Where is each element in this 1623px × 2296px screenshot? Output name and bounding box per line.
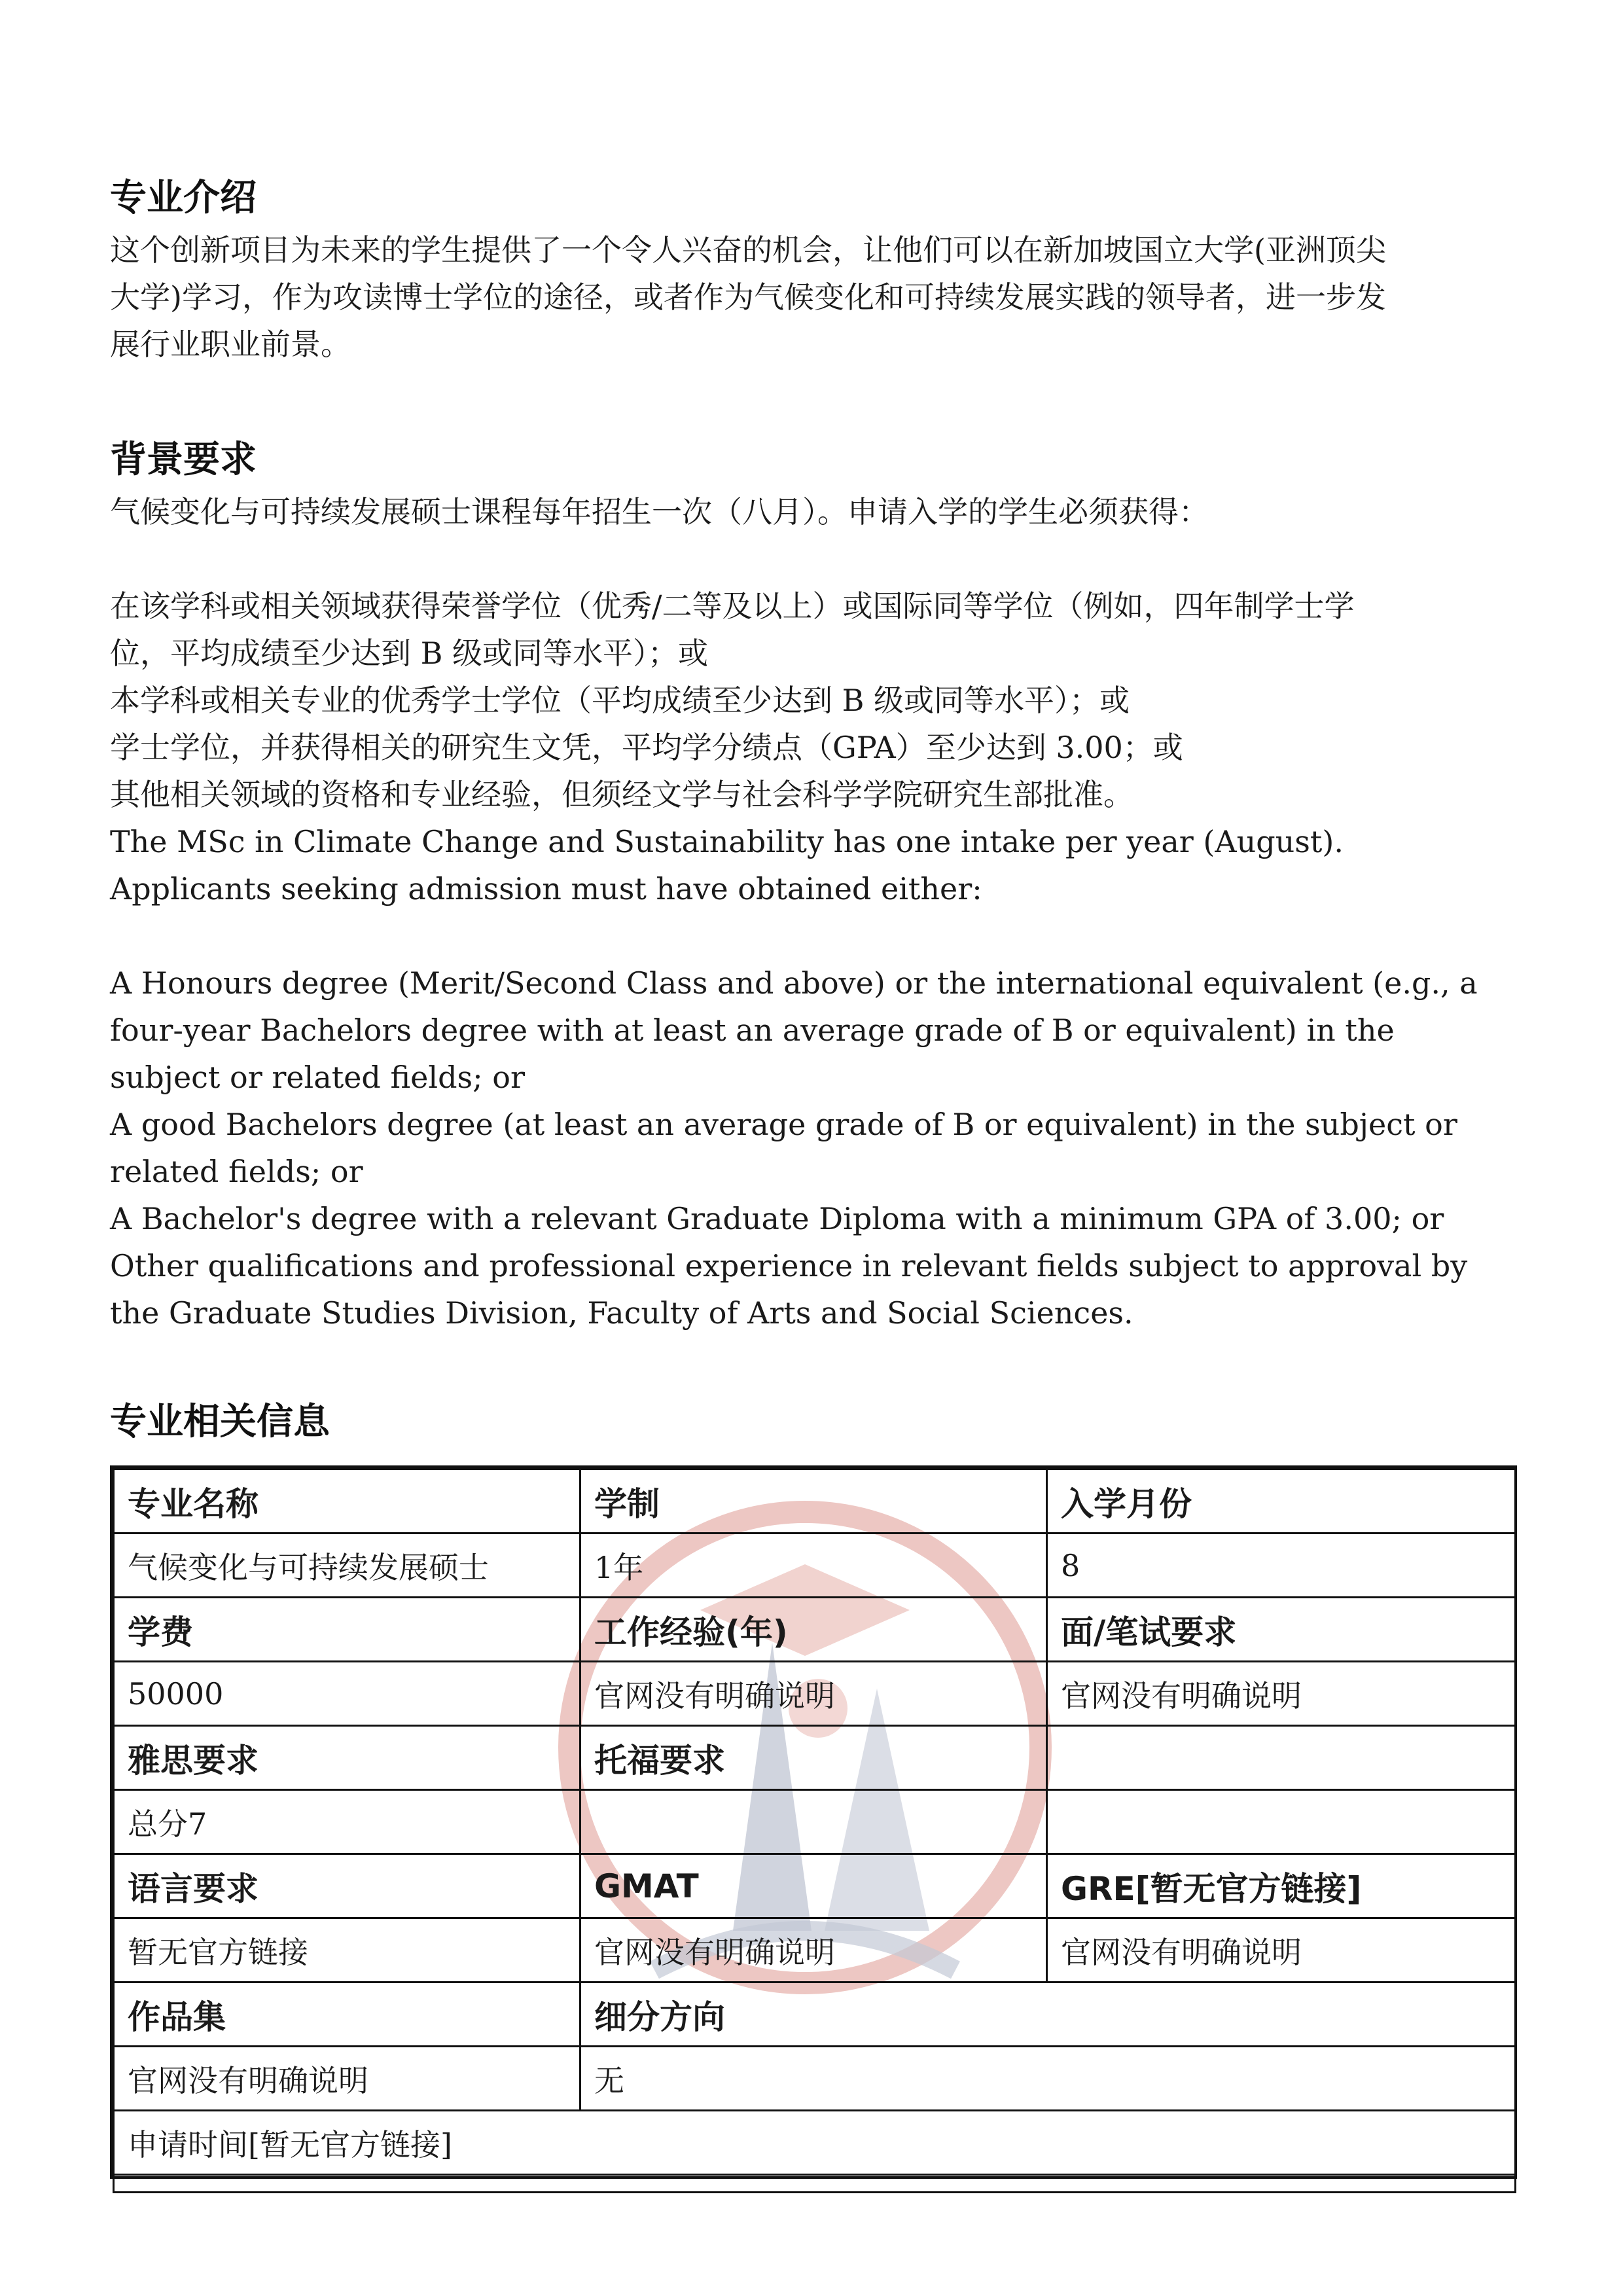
table-cell: 气候变化与可持续发展硕士	[114, 1534, 580, 1598]
table-cell: 8	[1047, 1534, 1516, 1598]
paragraph-gap	[110, 535, 1517, 583]
table-cell-header: 语言要求	[114, 1854, 580, 1918]
text-line: The MSc in Climate Change and Sustainability has one intake per year (August).	[110, 824, 1344, 859]
table-cell: 暂无官方链接	[114, 1918, 580, 1982]
table-cell-header: 雅思要求	[114, 1726, 580, 1790]
table-cell: 无	[580, 2047, 1516, 2111]
table-cell: 50000	[114, 1662, 580, 1726]
table-row	[114, 1726, 1516, 1790]
table-row	[114, 1469, 1516, 1534]
table-row	[114, 1598, 1516, 1662]
text-line: 这个创新项目为未来的学生提供了一个令人兴奋的机会，让他们可以在新加坡国立大学(亚洲顶尖	[110, 232, 1386, 268]
table-cell: 官网没有明确说明	[1047, 1662, 1516, 1726]
table-cell	[580, 1790, 1047, 1854]
text-line: 大学)学习，作为攻读博士学位的途径，或者作为气候变化和可持续发展实践的领导者，进一步发	[110, 279, 1386, 315]
table-cell-header: 作品集	[114, 1982, 580, 2047]
table-cell: 官网没有明确说明	[1047, 1918, 1516, 1982]
table-cell: 官网没有明确说明	[580, 1918, 1047, 1982]
program-info-table	[110, 1465, 1517, 2179]
table-cell: 官网没有明确说明	[580, 1662, 1047, 1726]
intro-paragraph	[110, 226, 1517, 368]
table-row	[114, 2047, 1516, 2111]
table-cell-header: 学制	[580, 1469, 1047, 1534]
table-cell: 1年	[580, 1534, 1047, 1598]
table-cell-header: GRE[暂无官方链接]	[1047, 1854, 1516, 1918]
text-line: 气候变化与可持续发展硕士课程每年招生一次（八月）。申请入学的学生必须获得：	[110, 494, 1209, 529]
text-line: the Graduate Studies Division, Faculty of Arts and Social Sciences.	[110, 1295, 1133, 1331]
table-cell-spacer	[114, 2175, 1516, 2193]
table-cell-header: 细分方向	[580, 1982, 1516, 2047]
text-line: 位，平均成绩至少达到 B 级或同等水平）；或	[110, 636, 709, 671]
text-line: 学士学位，并获得相关的研究生文凭，平均学分绩点（GPA）至少达到 3.00；或	[110, 730, 1183, 765]
text-line: related fields; or	[110, 1154, 363, 1189]
table-row	[114, 1534, 1516, 1598]
table-row	[114, 1918, 1516, 1982]
text-line: 本学科或相关专业的优秀学士学位（平均成绩至少达到 B 级或同等水平）；或	[110, 683, 1130, 718]
section-title-background: 背景要求	[110, 439, 257, 481]
text-line: 展行业职业前景。	[110, 327, 351, 362]
text-line: A Honours degree (Merit/Second Class and above) or the international equivalent (e.g., a	[110, 965, 1478, 1001]
text-line: subject or related fields; or	[110, 1060, 525, 1095]
table-cell: 官网没有明确说明	[114, 2047, 580, 2111]
table-row	[114, 1854, 1516, 1918]
text-line: 在该学科或相关领域获得荣誉学位（优秀/二等及以上）或国际同等学位（例如，四年制学士学	[110, 588, 1355, 624]
paragraph-gap	[110, 912, 1517, 960]
table-cell: 申请时间[暂无官方链接]	[114, 2111, 1516, 2175]
text-line: four-year Bachelors degree with at least an average grade of B or equivalent) in the	[110, 1013, 1395, 1048]
section-title-info: 专业相关信息	[110, 1401, 330, 1443]
section-title-intro: 专业介绍	[110, 177, 257, 219]
table-cell-header: 面/笔试要求	[1047, 1598, 1516, 1662]
table-cell-header: 学费	[114, 1598, 580, 1662]
text-line: A Bachelor's degree with a relevant Graduate Diploma with a minimum GPA of 3.00; or	[110, 1201, 1444, 1236]
table-row	[114, 2111, 1516, 2175]
table-row	[114, 1790, 1516, 1854]
text-line: 其他相关领域的资格和专业经验，但须经文学与社会科学学院研究生部批准。	[110, 777, 1133, 812]
table-cell	[1047, 1790, 1516, 1854]
table-row-spacer	[114, 2175, 1516, 2193]
text-line: Applicants seeking admission must have obtained either:	[110, 871, 982, 906]
table-cell-header: 入学月份	[1047, 1469, 1516, 1534]
info-table	[113, 1468, 1516, 2193]
table-row	[114, 1982, 1516, 2047]
text-line: A good Bachelors degree (at least an average grade of B or equivalent) in the subject or	[110, 1107, 1457, 1142]
table-row	[114, 1662, 1516, 1726]
table-cell-header: GMAT	[580, 1854, 1047, 1918]
table-cell-header	[1047, 1726, 1516, 1790]
table-cell: 总分7	[114, 1790, 580, 1854]
background-paragraph	[110, 488, 1517, 1336]
table-cell-header: 托福要求	[580, 1726, 1047, 1790]
text-line: Other qualifications and professional experience in relevant fields subject to approval by	[110, 1248, 1468, 1283]
table-cell-header: 工作经验(年)	[580, 1598, 1047, 1662]
table-cell-header: 专业名称	[114, 1469, 580, 1534]
